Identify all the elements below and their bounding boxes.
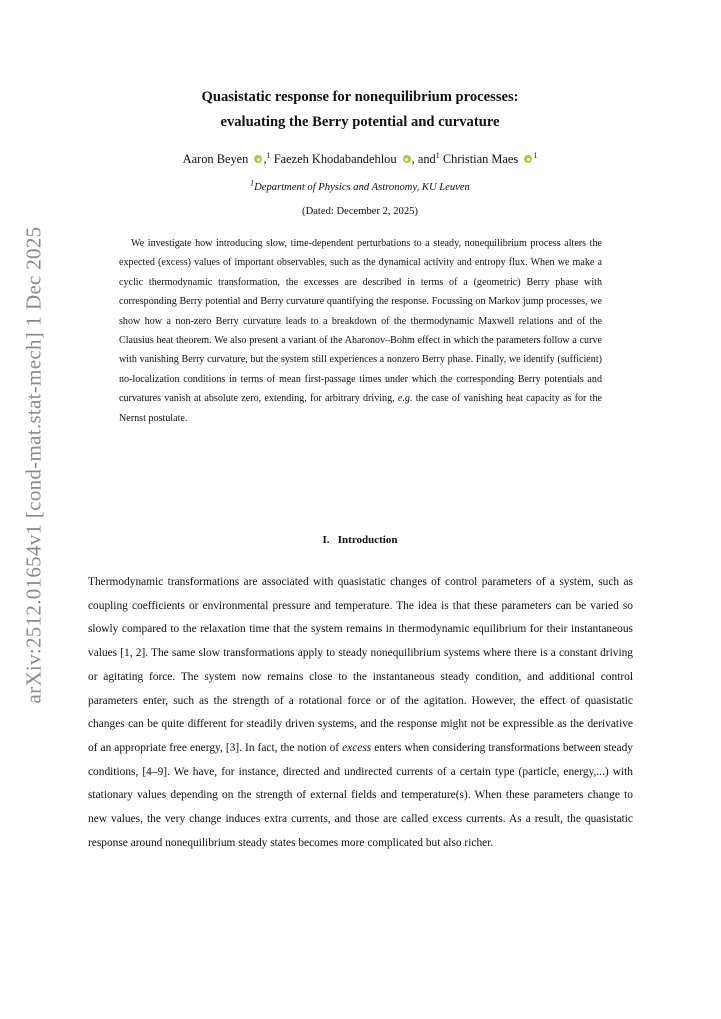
author-list — [80, 151, 640, 167]
introduction-paragraph — [88, 571, 633, 855]
section-heading — [80, 532, 640, 548]
orcid-icon[interactable] — [403, 155, 411, 163]
abstract-text: We investigate how introducing slow, time-dependent perturbations to a steady, nonequilibrium process alters the expected (excess) values of important observables, such as the dynamical activity and entropy flux. When we make a cyclic thermodynamic transformation, the excesses are described in terms of a (geometric) Berry phase with corresponding Berry potential and Berry curvature quantifying the response. Focussing on Markov jump processes, we show how a non-zero Berry curvature leads to a breakdown of the thermodynamic Maxwell relations and of the Clausius heat theorem. We also present a variant of the Aharonov–Bohm effect in which the parameters follow a curve with vanishing Berry curvature, but the system still experiences a nonzero Berry phase. Finally, we identify (sufficient) no-localization conditions in terms of mean first-passage times under which the corresponding Berry potentials and curvatures vanish at absolute zero, extending, for arbitrary driving, — [119, 238, 602, 405]
intro-text-end: enters when considering transformations between steady conditions, [4–9]. We have, for instance, directed and undirected currents of a certain type (particle, energy,...) with stationary values depending on the strength of external fields and temperature(s). When these parameters change to new values, the very change induces extra currents, and those are called excess currents. As a result, the quasistatic response around nonequilibrium steady states becomes more complicated but also richer. — [88, 741, 633, 849]
paper-title — [100, 85, 620, 135]
abstract-text-end: the case of vanishing heat capacity as for the Nernst postulate. — [119, 393, 602, 424]
affiliation-mark: 1 — [533, 150, 538, 160]
affiliation — [80, 178, 640, 195]
arxiv-identifier-stamp: arXiv:2512.01654v1 [cond-mat.stat-mech] 1 Dec 2025 — [21, 226, 46, 704]
intro-excess: excess — [342, 741, 372, 754]
abstract — [119, 234, 602, 428]
author-name: Christian Maes — [442, 152, 519, 166]
affiliation-text: Department of Physics and Astronomy, KU Leuven — [254, 182, 470, 193]
affiliation-mark: 1 — [250, 178, 255, 188]
intro-text: Thermodynamic transformations are associated with quasistatic changes of control parameters of a system, such as coupling coefficients or environmental pressure and temperature. The idea is that these parameters can be varied so slowly compared to the relaxation time that the system remains in thermodynamic equilibrium for their instantaneous values [1, 2]. The same slow transformations apply to steady nonequilibrium systems where there is a constant driving or agitating force. The system now remains close to the instantaneous steady condition, and additional control parameters enter, such as the strength of a rotational force or of the agitation. However, the effect of quasistatic changes can be quite different for steadily driven systems, and the response might not be expressible as the derivative of an appropriate free energy, [3]. In fact, the notion of — [88, 576, 633, 754]
author-separator: , and — [411, 152, 436, 166]
author-separator: , — [263, 152, 267, 166]
orcid-icon[interactable] — [524, 155, 532, 163]
abstract-eg: e.g. — [397, 393, 413, 405]
affiliation-mark: 1 — [266, 150, 271, 160]
section-number: I. — [322, 534, 330, 546]
date-line: (Dated: December 2, 2025) — [302, 206, 418, 217]
affiliation-mark: 1 — [435, 150, 440, 160]
orcid-icon[interactable] — [254, 155, 262, 163]
title-line-2: evaluating the Berry potential and curvature — [220, 114, 500, 130]
author-name: Aaron Beyen — [182, 152, 249, 166]
title-line-1: Quasistatic response for nonequilibrium processes: — [201, 89, 519, 105]
section-title: Introduction — [337, 534, 398, 546]
author-name: Faezeh Khodabandehlou — [273, 152, 397, 166]
